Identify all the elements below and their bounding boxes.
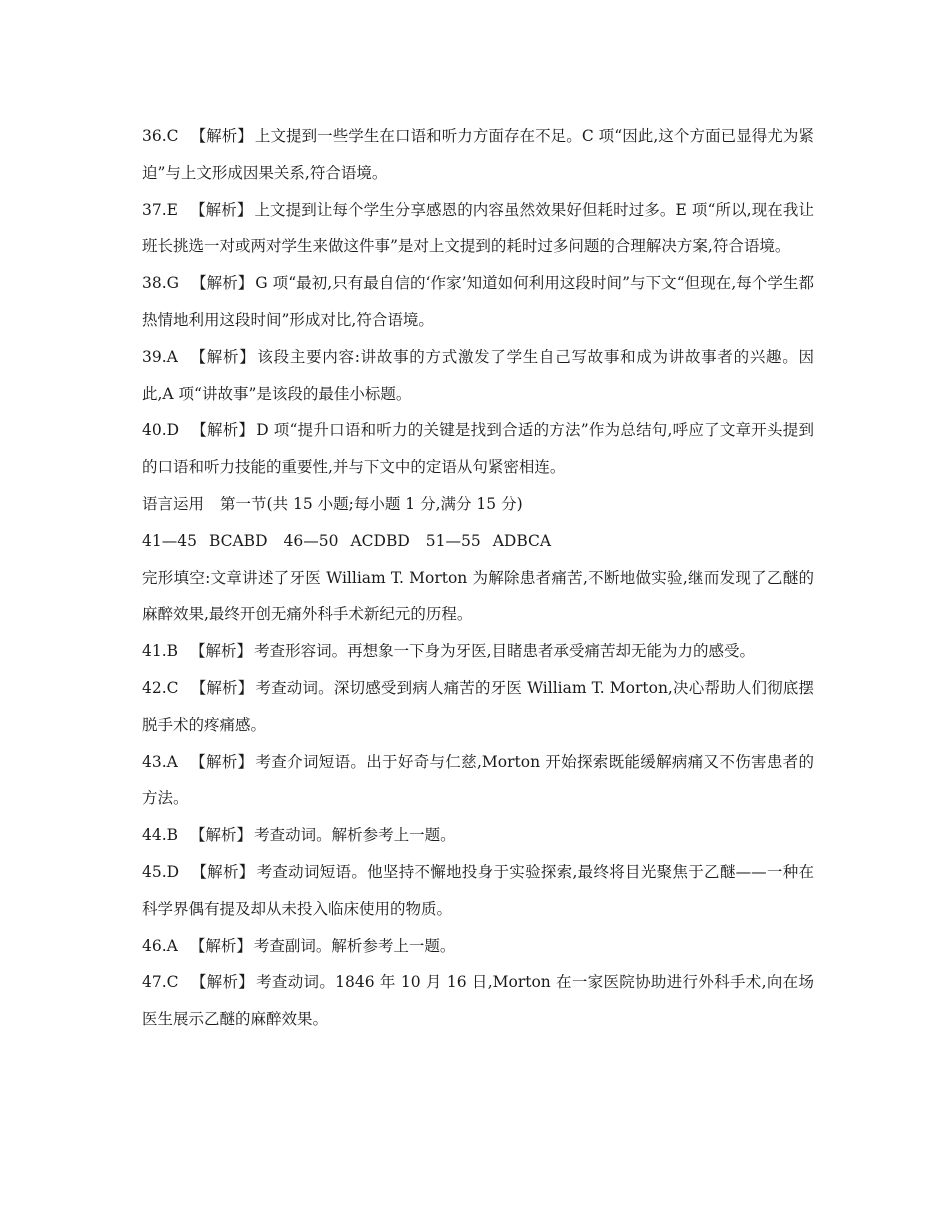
explanation-text: 上文提到让每个学生分享感恩的内容虽然效果好但耗时过多。E 项“所以,现在我让班长挑选一对或两对学生来做这件事”是对上文提到的耗时过多问题的合理解决方案,符合语境。 <box>142 200 814 256</box>
question-number: 41.B <box>142 642 179 661</box>
question-number: 37.E <box>142 200 178 219</box>
explanation-text: D 项“提升口语和听力的关键是找到合适的方法”作为总结句,呼应了文章开头提到的口语和听力技能的重要性,并与下文中的定语从句紧密相连。 <box>142 421 814 477</box>
explanation-40 <box>142 412 814 486</box>
explanation-47 <box>142 964 814 1038</box>
answer-range: 51—55 <box>425 531 481 550</box>
analysis-tag: 【解析】 <box>189 752 254 771</box>
answer-key-line <box>142 523 814 560</box>
analysis-tag: 【解析】 <box>190 973 255 992</box>
explanation-36 <box>142 118 814 192</box>
explanation-text: 考查副词。解析参考上一题。 <box>253 936 456 955</box>
analysis-tag: 【解析】 <box>190 678 254 697</box>
question-number: 47.C <box>142 973 179 992</box>
explanation-text: 考查介词短语。出于好奇与仁慈,Morton 开始探索既能缓解病痛又不伤害患者的方法。 <box>142 752 814 808</box>
explanation-text: 考查动词。1846 年 10 月 16 日,Morton 在一家医院协助进行外科手术,向在场医生展示乙醚的麻醉效果。 <box>142 973 814 1029</box>
analysis-tag: 【解析】 <box>189 936 252 955</box>
explanation-46 <box>142 928 814 965</box>
question-number: 43.A <box>142 752 178 771</box>
explanation-text: 考查动词短语。他坚持不懈地投身于实验探索,最终将目光聚焦于乙醚——一种在科学界偶有提及却从未投入临床使用的物质。 <box>142 862 814 918</box>
explanation-text: 考查形容词。再想象一下身为牙医,目睹患者承受痛苦却无能为力的感受。 <box>254 642 755 661</box>
section-sub: 第一节(共 15 小题;每小题 1 分,满分 15 分) <box>220 494 523 513</box>
answer-range: 41—45 <box>142 531 197 550</box>
question-number: 46.A <box>142 936 178 955</box>
cloze-summary: 完形填空:文章讲述了牙医 William T. Morton 为解除患者痛苦,不断地做实验,继而发现了乙醚的麻醉效果,最终开创无痛外科手术新纪元的历程。 <box>142 568 814 624</box>
explanation-text: 上文提到一些学生在口语和听力方面存在不足。C 项“因此,这个方面已显得尤为紧迫”与上文形成因果关系,符合语境。 <box>142 127 814 182</box>
answer-keys: ACDBD <box>350 531 410 550</box>
analysis-tag: 【解析】 <box>190 642 253 661</box>
analysis-tag: 【解析】 <box>190 127 253 145</box>
question-number: 44.B <box>142 826 179 845</box>
question-number: 40.D <box>142 421 180 440</box>
explanation-43 <box>142 744 814 818</box>
explanation-38 <box>142 265 814 339</box>
answer-range: 46—50 <box>283 531 339 550</box>
section-part: 语言运用 <box>142 494 205 513</box>
explanation-text: 考查动词。解析参考上一题。 <box>254 826 456 845</box>
question-number: 42.C <box>142 678 179 697</box>
analysis-tag: 【解析】 <box>189 200 253 219</box>
explanation-42 <box>142 670 814 744</box>
question-number: 38.G <box>142 274 180 293</box>
explanation-39 <box>142 339 814 413</box>
analysis-tag: 【解析】 <box>189 347 256 366</box>
explanation-text: 该段主要内容:讲故事的方式激发了学生自己写故事和成为讲故事者的兴趣。因此,A 项“讲故事”是该段的最佳小标题。 <box>142 347 814 403</box>
analysis-tag: 【解析】 <box>191 274 254 293</box>
analysis-tag: 【解析】 <box>191 421 255 440</box>
explanation-text: 考查动词。深切感受到病人痛苦的牙医 William T. Morton,决心帮助人们彻底摆脱手术的疼痛感。 <box>142 678 814 734</box>
explanation-text: G 项“最初,只有最自信的‘作家’知道如何利用这段时间”与下文“但现在,每个学生都热情地利用这段时间”形成对比,符合语境。 <box>142 274 814 329</box>
answer-keys: ADBCA <box>492 531 552 550</box>
explanation-44 <box>142 817 814 854</box>
question-number: 36.C <box>142 127 179 145</box>
answer-keys: BCABD <box>208 531 268 550</box>
question-number: 45.D <box>142 862 180 881</box>
analysis-tag: 【解析】 <box>190 826 253 845</box>
explanation-37 <box>142 192 814 266</box>
answer-explanations-page <box>142 118 814 1038</box>
explanation-41 <box>142 633 814 670</box>
explanation-45 <box>142 854 814 928</box>
analysis-tag: 【解析】 <box>191 862 255 881</box>
section-heading <box>142 486 814 523</box>
question-number: 39.A <box>142 347 178 366</box>
